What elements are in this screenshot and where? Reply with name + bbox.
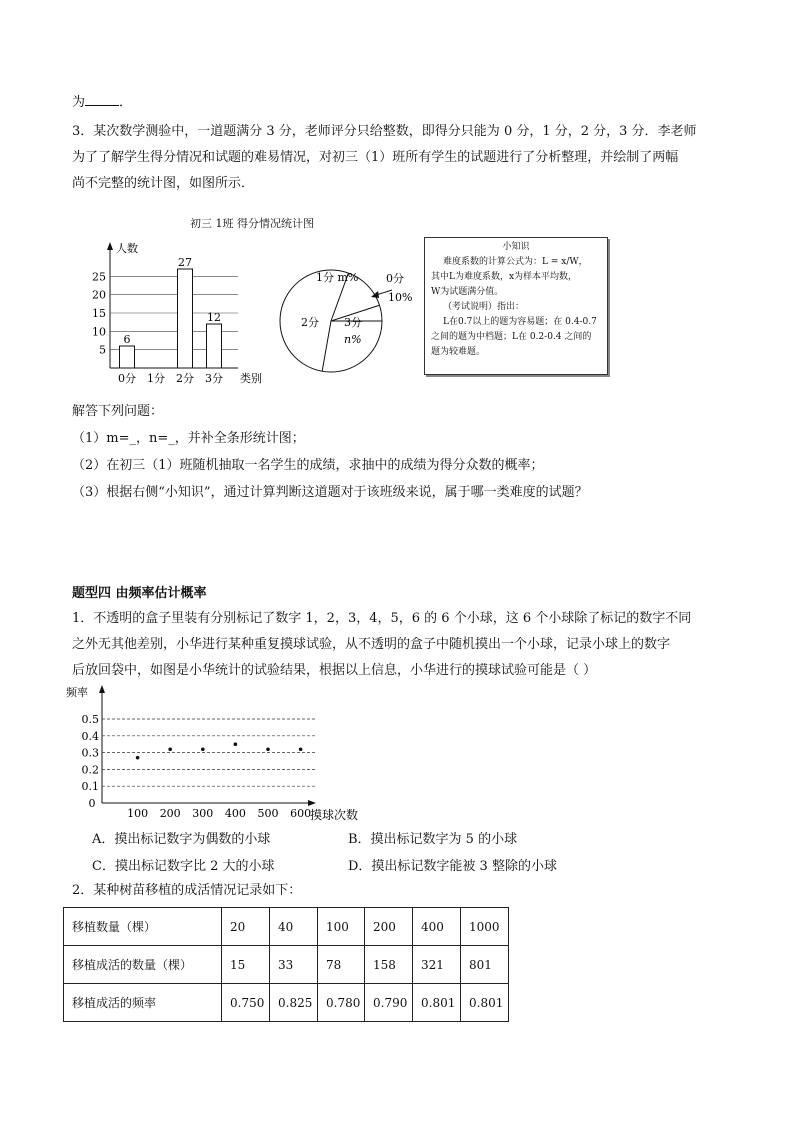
- knowledge-line-3: W为试题满分值。: [431, 287, 504, 297]
- origin-label: 0: [88, 797, 96, 810]
- knowledge-line-5: L在0.7以上的题为容易题；在 0.4-0.7: [443, 317, 597, 327]
- bar-value-label: 12: [207, 311, 221, 324]
- x-tick-label: 300: [192, 807, 214, 820]
- transplant-table: [63, 907, 509, 1022]
- x-axis-label: 类别: [240, 372, 262, 385]
- bar: [120, 346, 135, 368]
- table-cell: 33: [270, 946, 318, 984]
- table-cell: 158: [365, 946, 413, 984]
- knowledge-box-title: 小知识: [502, 242, 530, 252]
- x-tick-label: 400: [224, 807, 246, 820]
- y-tick-label: 25: [92, 270, 106, 284]
- x-tick-label: 0分: [118, 372, 136, 385]
- q1-line-1: 1．不透明的盒子里装有分别标记了数字 1，2，3，4，5，6 的 6 个小球，这 6 个小球除了标记的数字不同: [72, 611, 692, 626]
- table-row: [64, 908, 509, 946]
- y-axis-arrow: [99, 685, 105, 693]
- data-point: [234, 742, 238, 746]
- sub-question-3: （3）根据右侧“小知识”，通过计算判断这道题对于该班级来说，属于哪一类难度的试题？: [72, 485, 588, 500]
- x-tick-label: 200: [159, 807, 181, 820]
- data-point: [168, 747, 172, 751]
- scatter-chart: [64, 683, 384, 823]
- option-a: A．摸出标记数字为偶数的小球: [92, 832, 271, 847]
- section-title: 题型四 由频率估计概率: [72, 586, 207, 601]
- table-row: [64, 984, 509, 1022]
- data-point: [299, 747, 303, 751]
- table-cell: 0.790: [365, 984, 413, 1022]
- table-cell: 0.780: [318, 984, 365, 1022]
- y-tick-label: 0.5: [81, 713, 99, 726]
- y-tick-label: 0.4: [81, 729, 99, 743]
- pie-slice-sublabel: n%: [344, 333, 362, 346]
- table-cell: 100: [318, 908, 365, 946]
- knowledge-line-4: （考试说明）指出：: [443, 302, 525, 312]
- bar: [207, 324, 222, 368]
- x-tick-label: 1分: [147, 372, 165, 385]
- answer-intro: 解答下列问题：: [72, 404, 164, 419]
- bar-value-label: 27: [178, 256, 192, 269]
- pie-slice-label: 1分 m%: [316, 271, 359, 284]
- table-cell: 40: [270, 908, 318, 946]
- q1-line-2: 之外无其他差别，小华进行某种重复摸球试验，从不透明的盒子中随机摸出一个小球，记录小球上的数字: [72, 637, 671, 652]
- y-tick-label: 20: [92, 288, 106, 302]
- answer-blank: [85, 93, 119, 106]
- pie-slice-label: 3分: [344, 316, 362, 329]
- knowledge-line-6: 之间的题为中档题；L在 0.2-0.4 之间的: [431, 332, 592, 342]
- table-cell: 1000: [461, 908, 509, 946]
- knowledge-line-1: 难度系数的计算公式为：L = x/W，: [443, 257, 588, 267]
- y-tick-label: 0.1: [81, 780, 99, 794]
- table-cell: 0.750: [222, 984, 270, 1022]
- pie-chart: [274, 258, 424, 383]
- row-header: 移植成活的频率: [64, 984, 222, 1022]
- table-cell: 801: [461, 946, 509, 984]
- table-cell: 200: [365, 908, 413, 946]
- pie-slice-label: 0分: [386, 272, 404, 285]
- knowledge-line-7: 题为较难题。: [431, 347, 486, 357]
- x-axis-label: 摸球次数: [310, 808, 359, 822]
- x-tick-label: 500: [257, 807, 279, 820]
- table-row: [64, 946, 509, 984]
- bar-chart: [80, 238, 280, 386]
- option-b: B．摸出标记数字为 5 的小球: [348, 832, 518, 847]
- data-point: [136, 756, 140, 760]
- q3-line-3: 尚不完整的统计图，如图所示．: [72, 176, 255, 191]
- data-point: [201, 747, 205, 751]
- y-axis-arrow: [107, 242, 113, 250]
- sub-question-2: （2）在初三（1）班随机抽取一名学生的成绩，求抽中的成绩为得分众数的概率；: [72, 458, 544, 473]
- q1-line-3: 后放回袋中，如图是小华统计的试验结果，根据以上信息，小华进行的摸球试验可能是（ ）: [72, 663, 597, 678]
- y-axis-label: 人数: [116, 242, 138, 255]
- table-cell: 15: [222, 946, 270, 984]
- previous-question-tail: [72, 93, 132, 113]
- row-header: 移植数量（棵）: [64, 908, 222, 946]
- q2-intro: 2．某种树苗移植的成活情况记录如下：: [72, 883, 302, 898]
- x-tick-label: 600: [290, 807, 312, 820]
- figure-title: 初三 1班 得分情况统计图: [190, 217, 314, 230]
- x-axis-arrow: [308, 800, 316, 806]
- option-d: D．摸出标记数字能被 3 整除的小球: [348, 859, 557, 874]
- knowledge-box: [424, 237, 608, 375]
- table-cell: 20: [222, 908, 270, 946]
- pie-slice-label: 2分: [301, 316, 319, 329]
- suffix-text: ．: [119, 95, 133, 110]
- table-cell: 0.825: [270, 984, 318, 1022]
- bar-value-label: 6: [123, 333, 131, 346]
- y-tick-label: 5: [99, 343, 106, 357]
- table-cell: 0.801: [461, 984, 509, 1022]
- data-point: [266, 747, 270, 751]
- x-tick-label: 2分: [176, 372, 194, 385]
- bar: [178, 269, 193, 368]
- knowledge-line-2: 其中L为难度系数，x为样本平均数，: [431, 272, 578, 282]
- x-tick-label: 3分: [205, 372, 223, 385]
- q3-line-2: 为了了解学生得分情况和试题的难易情况，对初三（1）班所有学生的试题进行了分析整理，并绘制了两幅: [72, 150, 679, 165]
- y-tick-label: 0.3: [81, 746, 99, 760]
- row-header: 移植成活的数量（棵）: [64, 946, 222, 984]
- y-tick-label: 15: [92, 307, 106, 320]
- y-axis-label: 频率: [66, 686, 88, 699]
- y-tick-label: 10: [92, 325, 106, 339]
- sub-question-1: （1）m=_，n=_，并补全条形统计图；: [72, 431, 305, 446]
- option-c: C．摸出标记数字比 2 大的小球: [92, 859, 275, 874]
- table-cell: 400: [413, 908, 461, 946]
- prefix-text: 为: [72, 95, 86, 110]
- y-tick-label: 0.2: [81, 763, 99, 777]
- table-cell: 0.801: [413, 984, 461, 1022]
- table-cell: 78: [318, 946, 365, 984]
- q3-line-1: 3．某次数学测验中，一道题满分 3 分，老师评分只给整数，即得分只能为 0 分，1 分，2 分，3 分．李老师: [72, 124, 697, 139]
- pie-slice-value: 10%: [388, 291, 413, 304]
- x-tick-label: 100: [127, 807, 149, 820]
- table-cell: 321: [413, 946, 461, 984]
